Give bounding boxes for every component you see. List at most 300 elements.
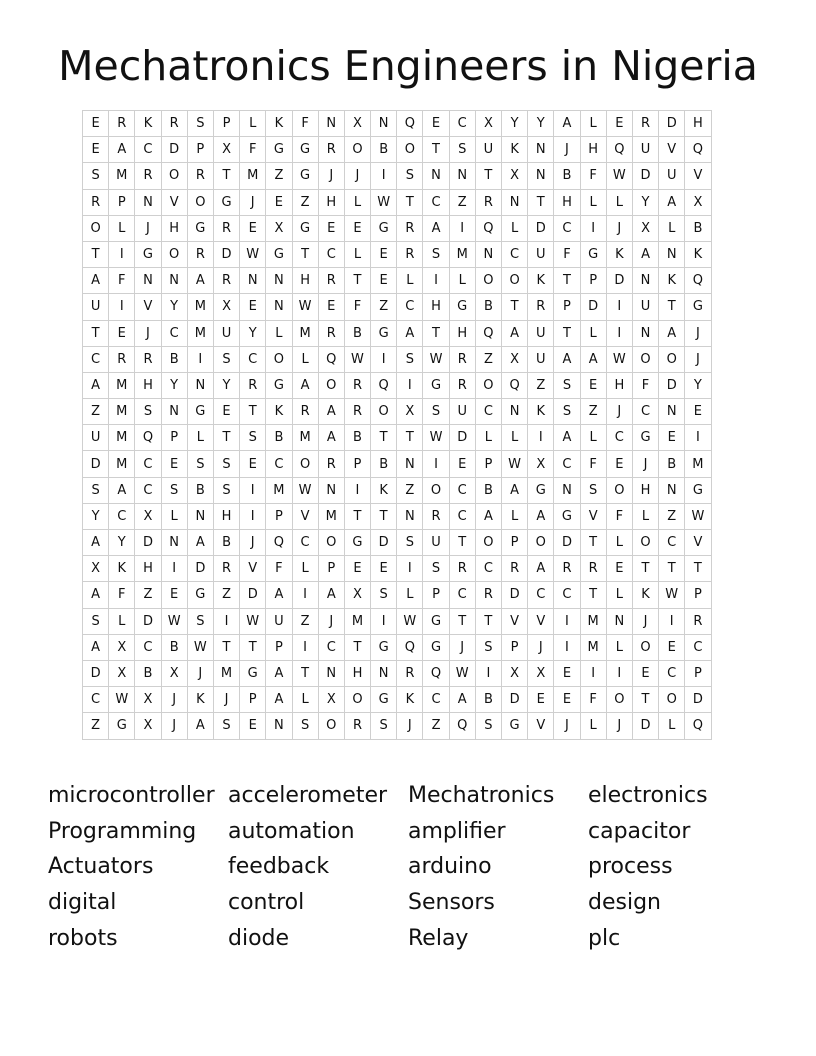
- grid-cell[interactable]: O: [292, 451, 318, 477]
- grid-cell[interactable]: D: [83, 451, 109, 477]
- grid-cell[interactable]: R: [318, 137, 344, 163]
- grid-cell[interactable]: T: [344, 268, 370, 294]
- grid-cell[interactable]: T: [554, 268, 580, 294]
- grid-cell[interactable]: S: [475, 713, 501, 739]
- grid-cell[interactable]: I: [109, 294, 135, 320]
- grid-cell[interactable]: O: [423, 477, 449, 503]
- grid-cell[interactable]: B: [344, 425, 370, 451]
- grid-cell[interactable]: U: [423, 530, 449, 556]
- grid-cell[interactable]: S: [292, 713, 318, 739]
- grid-cell[interactable]: G: [187, 582, 213, 608]
- grid-cell[interactable]: C: [632, 399, 658, 425]
- grid-cell[interactable]: Z: [135, 582, 161, 608]
- grid-cell[interactable]: I: [659, 608, 685, 634]
- grid-cell[interactable]: S: [397, 346, 423, 372]
- grid-cell[interactable]: N: [528, 137, 554, 163]
- grid-cell[interactable]: X: [109, 634, 135, 660]
- grid-cell[interactable]: A: [659, 320, 685, 346]
- grid-cell[interactable]: B: [554, 163, 580, 189]
- grid-cell[interactable]: F: [109, 582, 135, 608]
- grid-cell[interactable]: F: [580, 687, 606, 713]
- grid-cell[interactable]: W: [423, 346, 449, 372]
- grid-cell[interactable]: C: [318, 241, 344, 267]
- grid-cell[interactable]: T: [240, 634, 266, 660]
- grid-cell[interactable]: T: [685, 556, 711, 582]
- grid-cell[interactable]: H: [292, 268, 318, 294]
- grid-cell[interactable]: B: [475, 687, 501, 713]
- grid-cell[interactable]: A: [580, 346, 606, 372]
- grid-cell[interactable]: P: [109, 189, 135, 215]
- grid-cell[interactable]: R: [475, 189, 501, 215]
- grid-cell[interactable]: T: [632, 687, 658, 713]
- grid-cell[interactable]: M: [292, 425, 318, 451]
- grid-cell[interactable]: R: [240, 372, 266, 398]
- grid-cell[interactable]: B: [475, 477, 501, 503]
- grid-cell[interactable]: U: [528, 346, 554, 372]
- grid-cell[interactable]: K: [659, 268, 685, 294]
- grid-cell[interactable]: I: [213, 608, 239, 634]
- grid-cell[interactable]: O: [344, 687, 370, 713]
- grid-cell[interactable]: W: [659, 582, 685, 608]
- grid-cell[interactable]: V: [292, 503, 318, 529]
- grid-cell[interactable]: N: [502, 399, 528, 425]
- grid-cell[interactable]: O: [266, 346, 292, 372]
- grid-cell[interactable]: D: [659, 372, 685, 398]
- grid-cell[interactable]: X: [135, 503, 161, 529]
- grid-cell[interactable]: B: [161, 634, 187, 660]
- grid-cell[interactable]: T: [423, 137, 449, 163]
- grid-cell[interactable]: J: [449, 634, 475, 660]
- grid-cell[interactable]: N: [266, 713, 292, 739]
- grid-cell[interactable]: A: [632, 241, 658, 267]
- grid-cell[interactable]: E: [213, 399, 239, 425]
- grid-cell[interactable]: L: [292, 556, 318, 582]
- grid-cell[interactable]: N: [266, 268, 292, 294]
- grid-cell[interactable]: D: [449, 425, 475, 451]
- grid-cell[interactable]: C: [292, 530, 318, 556]
- grid-cell[interactable]: L: [109, 608, 135, 634]
- grid-cell[interactable]: W: [344, 346, 370, 372]
- grid-cell[interactable]: T: [580, 582, 606, 608]
- grid-cell[interactable]: D: [554, 530, 580, 556]
- grid-cell[interactable]: L: [632, 503, 658, 529]
- grid-cell[interactable]: D: [240, 582, 266, 608]
- grid-cell[interactable]: P: [502, 634, 528, 660]
- grid-cell[interactable]: L: [397, 268, 423, 294]
- grid-cell[interactable]: R: [109, 346, 135, 372]
- grid-cell[interactable]: V: [135, 294, 161, 320]
- grid-cell[interactable]: F: [580, 163, 606, 189]
- grid-cell[interactable]: R: [397, 241, 423, 267]
- grid-cell[interactable]: B: [213, 530, 239, 556]
- grid-cell[interactable]: J: [161, 687, 187, 713]
- grid-cell[interactable]: G: [371, 215, 397, 241]
- grid-cell[interactable]: F: [580, 451, 606, 477]
- grid-cell[interactable]: G: [266, 241, 292, 267]
- grid-cell[interactable]: S: [554, 372, 580, 398]
- grid-cell[interactable]: O: [528, 530, 554, 556]
- grid-cell[interactable]: P: [685, 660, 711, 686]
- grid-cell[interactable]: Y: [83, 503, 109, 529]
- grid-cell[interactable]: G: [580, 241, 606, 267]
- grid-cell[interactable]: P: [685, 582, 711, 608]
- grid-cell[interactable]: T: [397, 189, 423, 215]
- grid-cell[interactable]: W: [292, 294, 318, 320]
- grid-cell[interactable]: L: [580, 425, 606, 451]
- grid-cell[interactable]: T: [475, 608, 501, 634]
- grid-cell[interactable]: O: [632, 530, 658, 556]
- grid-cell[interactable]: T: [632, 556, 658, 582]
- grid-cell[interactable]: E: [554, 687, 580, 713]
- grid-cell[interactable]: T: [449, 608, 475, 634]
- grid-cell[interactable]: X: [135, 713, 161, 739]
- grid-cell[interactable]: N: [397, 451, 423, 477]
- grid-cell[interactable]: A: [187, 713, 213, 739]
- grid-cell[interactable]: L: [109, 215, 135, 241]
- grid-cell[interactable]: I: [423, 451, 449, 477]
- grid-cell[interactable]: I: [449, 215, 475, 241]
- grid-cell[interactable]: T: [423, 320, 449, 346]
- grid-cell[interactable]: I: [554, 608, 580, 634]
- grid-cell[interactable]: Z: [371, 294, 397, 320]
- grid-cell[interactable]: J: [318, 163, 344, 189]
- grid-cell[interactable]: J: [554, 137, 580, 163]
- grid-cell[interactable]: E: [83, 137, 109, 163]
- grid-cell[interactable]: C: [135, 477, 161, 503]
- grid-cell[interactable]: O: [371, 399, 397, 425]
- grid-cell[interactable]: L: [502, 215, 528, 241]
- grid-cell[interactable]: T: [344, 503, 370, 529]
- grid-cell[interactable]: X: [632, 215, 658, 241]
- grid-cell[interactable]: P: [554, 294, 580, 320]
- grid-cell[interactable]: T: [554, 320, 580, 346]
- grid-cell[interactable]: S: [423, 241, 449, 267]
- grid-cell[interactable]: S: [187, 608, 213, 634]
- grid-cell[interactable]: S: [397, 163, 423, 189]
- grid-cell[interactable]: K: [187, 687, 213, 713]
- grid-cell[interactable]: O: [187, 189, 213, 215]
- grid-cell[interactable]: N: [187, 503, 213, 529]
- grid-cell[interactable]: H: [606, 372, 632, 398]
- grid-cell[interactable]: N: [449, 163, 475, 189]
- grid-cell[interactable]: A: [83, 634, 109, 660]
- grid-cell[interactable]: R: [554, 556, 580, 582]
- grid-cell[interactable]: N: [161, 530, 187, 556]
- grid-cell[interactable]: A: [397, 320, 423, 346]
- grid-cell[interactable]: H: [135, 556, 161, 582]
- grid-cell[interactable]: J: [606, 399, 632, 425]
- grid-cell[interactable]: T: [449, 530, 475, 556]
- grid-cell[interactable]: E: [344, 556, 370, 582]
- grid-cell[interactable]: A: [83, 582, 109, 608]
- grid-cell[interactable]: L: [187, 425, 213, 451]
- grid-cell[interactable]: A: [449, 687, 475, 713]
- grid-cell[interactable]: J: [554, 713, 580, 739]
- grid-cell[interactable]: T: [292, 660, 318, 686]
- grid-cell[interactable]: E: [266, 189, 292, 215]
- grid-cell[interactable]: Q: [685, 137, 711, 163]
- grid-cell[interactable]: Z: [83, 399, 109, 425]
- grid-cell[interactable]: L: [580, 320, 606, 346]
- grid-cell[interactable]: R: [475, 582, 501, 608]
- grid-cell[interactable]: E: [318, 215, 344, 241]
- grid-cell[interactable]: L: [502, 503, 528, 529]
- grid-cell[interactable]: T: [371, 503, 397, 529]
- grid-cell[interactable]: L: [344, 241, 370, 267]
- grid-cell[interactable]: I: [580, 215, 606, 241]
- grid-cell[interactable]: F: [292, 111, 318, 137]
- grid-cell[interactable]: A: [554, 425, 580, 451]
- grid-cell[interactable]: D: [606, 268, 632, 294]
- grid-cell[interactable]: E: [318, 294, 344, 320]
- grid-cell[interactable]: V: [659, 137, 685, 163]
- grid-cell[interactable]: J: [318, 608, 344, 634]
- grid-cell[interactable]: K: [528, 268, 554, 294]
- grid-cell[interactable]: O: [632, 346, 658, 372]
- grid-cell[interactable]: O: [475, 268, 501, 294]
- grid-cell[interactable]: J: [397, 713, 423, 739]
- grid-cell[interactable]: I: [161, 556, 187, 582]
- grid-cell[interactable]: D: [83, 660, 109, 686]
- grid-cell[interactable]: Y: [109, 530, 135, 556]
- grid-cell[interactable]: C: [109, 503, 135, 529]
- grid-cell[interactable]: P: [213, 111, 239, 137]
- grid-cell[interactable]: O: [606, 477, 632, 503]
- grid-cell[interactable]: N: [161, 268, 187, 294]
- grid-cell[interactable]: G: [371, 320, 397, 346]
- grid-cell[interactable]: I: [554, 634, 580, 660]
- grid-cell[interactable]: H: [423, 294, 449, 320]
- grid-cell[interactable]: C: [659, 530, 685, 556]
- grid-cell[interactable]: K: [266, 111, 292, 137]
- grid-cell[interactable]: G: [371, 634, 397, 660]
- grid-cell[interactable]: Q: [266, 530, 292, 556]
- grid-cell[interactable]: B: [475, 294, 501, 320]
- grid-cell[interactable]: C: [449, 582, 475, 608]
- grid-cell[interactable]: X: [502, 163, 528, 189]
- grid-cell[interactable]: B: [266, 425, 292, 451]
- grid-cell[interactable]: T: [213, 634, 239, 660]
- grid-cell[interactable]: X: [344, 582, 370, 608]
- grid-cell[interactable]: N: [632, 268, 658, 294]
- grid-cell[interactable]: P: [187, 137, 213, 163]
- grid-cell[interactable]: E: [423, 111, 449, 137]
- grid-cell[interactable]: S: [213, 346, 239, 372]
- grid-cell[interactable]: L: [606, 189, 632, 215]
- grid-cell[interactable]: L: [292, 346, 318, 372]
- grid-cell[interactable]: C: [397, 294, 423, 320]
- grid-cell[interactable]: Z: [528, 372, 554, 398]
- grid-cell[interactable]: E: [528, 687, 554, 713]
- grid-cell[interactable]: P: [161, 425, 187, 451]
- grid-cell[interactable]: N: [371, 660, 397, 686]
- grid-cell[interactable]: Y: [213, 372, 239, 398]
- grid-cell[interactable]: W: [397, 608, 423, 634]
- grid-cell[interactable]: S: [213, 477, 239, 503]
- grid-cell[interactable]: M: [685, 451, 711, 477]
- grid-cell[interactable]: L: [449, 268, 475, 294]
- grid-cell[interactable]: X: [318, 687, 344, 713]
- grid-cell[interactable]: R: [632, 111, 658, 137]
- grid-cell[interactable]: D: [161, 137, 187, 163]
- grid-cell[interactable]: K: [397, 687, 423, 713]
- grid-cell[interactable]: S: [371, 713, 397, 739]
- grid-cell[interactable]: M: [109, 425, 135, 451]
- grid-cell[interactable]: I: [109, 241, 135, 267]
- grid-cell[interactable]: K: [266, 399, 292, 425]
- grid-cell[interactable]: N: [554, 477, 580, 503]
- grid-cell[interactable]: N: [659, 241, 685, 267]
- grid-cell[interactable]: I: [371, 346, 397, 372]
- grid-cell[interactable]: R: [449, 556, 475, 582]
- grid-cell[interactable]: G: [135, 241, 161, 267]
- grid-cell[interactable]: L: [240, 111, 266, 137]
- grid-cell[interactable]: S: [161, 477, 187, 503]
- grid-cell[interactable]: J: [161, 713, 187, 739]
- grid-cell[interactable]: X: [161, 660, 187, 686]
- grid-cell[interactable]: X: [502, 346, 528, 372]
- grid-cell[interactable]: A: [502, 477, 528, 503]
- grid-cell[interactable]: E: [371, 268, 397, 294]
- grid-cell[interactable]: S: [213, 713, 239, 739]
- grid-cell[interactable]: D: [632, 713, 658, 739]
- grid-cell[interactable]: I: [371, 163, 397, 189]
- grid-cell[interactable]: S: [423, 399, 449, 425]
- grid-cell[interactable]: A: [318, 582, 344, 608]
- grid-cell[interactable]: L: [266, 320, 292, 346]
- grid-cell[interactable]: R: [397, 660, 423, 686]
- grid-cell[interactable]: A: [83, 372, 109, 398]
- grid-cell[interactable]: N: [423, 163, 449, 189]
- grid-cell[interactable]: K: [109, 556, 135, 582]
- grid-cell[interactable]: T: [502, 294, 528, 320]
- grid-cell[interactable]: A: [528, 556, 554, 582]
- grid-cell[interactable]: F: [266, 556, 292, 582]
- grid-cell[interactable]: C: [554, 215, 580, 241]
- grid-cell[interactable]: N: [475, 241, 501, 267]
- grid-cell[interactable]: A: [187, 268, 213, 294]
- grid-cell[interactable]: N: [606, 608, 632, 634]
- grid-cell[interactable]: I: [187, 346, 213, 372]
- grid-cell[interactable]: O: [502, 268, 528, 294]
- grid-cell[interactable]: R: [685, 608, 711, 634]
- grid-cell[interactable]: Y: [632, 189, 658, 215]
- grid-cell[interactable]: D: [371, 530, 397, 556]
- grid-cell[interactable]: P: [475, 451, 501, 477]
- grid-cell[interactable]: R: [213, 268, 239, 294]
- grid-cell[interactable]: W: [109, 687, 135, 713]
- grid-cell[interactable]: E: [606, 451, 632, 477]
- grid-cell[interactable]: T: [659, 556, 685, 582]
- grid-cell[interactable]: O: [318, 713, 344, 739]
- grid-cell[interactable]: F: [632, 372, 658, 398]
- grid-cell[interactable]: X: [83, 556, 109, 582]
- grid-cell[interactable]: O: [318, 530, 344, 556]
- grid-cell[interactable]: E: [161, 451, 187, 477]
- grid-cell[interactable]: M: [213, 660, 239, 686]
- grid-cell[interactable]: Z: [292, 608, 318, 634]
- grid-cell[interactable]: R: [109, 111, 135, 137]
- grid-cell[interactable]: D: [502, 687, 528, 713]
- grid-cell[interactable]: G: [344, 530, 370, 556]
- grid-cell[interactable]: R: [213, 556, 239, 582]
- grid-cell[interactable]: O: [83, 215, 109, 241]
- grid-cell[interactable]: C: [83, 687, 109, 713]
- grid-cell[interactable]: E: [240, 215, 266, 241]
- grid-cell[interactable]: L: [580, 189, 606, 215]
- grid-cell[interactable]: J: [135, 215, 161, 241]
- grid-cell[interactable]: H: [161, 215, 187, 241]
- grid-cell[interactable]: W: [606, 163, 632, 189]
- grid-cell[interactable]: C: [318, 634, 344, 660]
- grid-cell[interactable]: G: [632, 425, 658, 451]
- grid-cell[interactable]: A: [318, 425, 344, 451]
- grid-cell[interactable]: X: [397, 399, 423, 425]
- grid-cell[interactable]: U: [632, 294, 658, 320]
- grid-cell[interactable]: X: [135, 687, 161, 713]
- grid-cell[interactable]: U: [449, 399, 475, 425]
- grid-cell[interactable]: X: [685, 189, 711, 215]
- grid-cell[interactable]: C: [83, 346, 109, 372]
- grid-cell[interactable]: R: [528, 294, 554, 320]
- grid-cell[interactable]: T: [240, 399, 266, 425]
- grid-cell[interactable]: W: [161, 608, 187, 634]
- grid-cell[interactable]: R: [423, 503, 449, 529]
- grid-cell[interactable]: S: [187, 451, 213, 477]
- grid-cell[interactable]: I: [371, 608, 397, 634]
- grid-cell[interactable]: R: [344, 399, 370, 425]
- grid-cell[interactable]: D: [580, 294, 606, 320]
- grid-cell[interactable]: A: [292, 372, 318, 398]
- grid-cell[interactable]: E: [659, 634, 685, 660]
- grid-cell[interactable]: C: [502, 241, 528, 267]
- grid-cell[interactable]: V: [502, 608, 528, 634]
- grid-cell[interactable]: M: [266, 477, 292, 503]
- grid-cell[interactable]: D: [187, 556, 213, 582]
- grid-cell[interactable]: L: [580, 111, 606, 137]
- grid-cell[interactable]: A: [83, 268, 109, 294]
- grid-cell[interactable]: C: [528, 582, 554, 608]
- grid-cell[interactable]: M: [580, 634, 606, 660]
- grid-cell[interactable]: N: [161, 399, 187, 425]
- grid-cell[interactable]: W: [502, 451, 528, 477]
- grid-cell[interactable]: W: [187, 634, 213, 660]
- grid-cell[interactable]: N: [528, 163, 554, 189]
- grid-cell[interactable]: I: [423, 268, 449, 294]
- grid-cell[interactable]: O: [475, 372, 501, 398]
- grid-cell[interactable]: Q: [423, 660, 449, 686]
- grid-cell[interactable]: D: [213, 241, 239, 267]
- grid-cell[interactable]: A: [554, 111, 580, 137]
- grid-cell[interactable]: T: [371, 425, 397, 451]
- grid-cell[interactable]: C: [423, 687, 449, 713]
- grid-cell[interactable]: T: [83, 320, 109, 346]
- grid-cell[interactable]: Q: [397, 634, 423, 660]
- grid-cell[interactable]: B: [659, 451, 685, 477]
- grid-cell[interactable]: W: [240, 608, 266, 634]
- grid-cell[interactable]: Z: [580, 399, 606, 425]
- grid-cell[interactable]: X: [109, 660, 135, 686]
- grid-cell[interactable]: A: [554, 346, 580, 372]
- grid-cell[interactable]: D: [135, 608, 161, 634]
- grid-cell[interactable]: O: [606, 687, 632, 713]
- grid-cell[interactable]: V: [240, 556, 266, 582]
- grid-cell[interactable]: G: [187, 215, 213, 241]
- grid-cell[interactable]: G: [292, 215, 318, 241]
- grid-cell[interactable]: B: [685, 215, 711, 241]
- grid-cell[interactable]: M: [109, 372, 135, 398]
- grid-cell[interactable]: M: [240, 163, 266, 189]
